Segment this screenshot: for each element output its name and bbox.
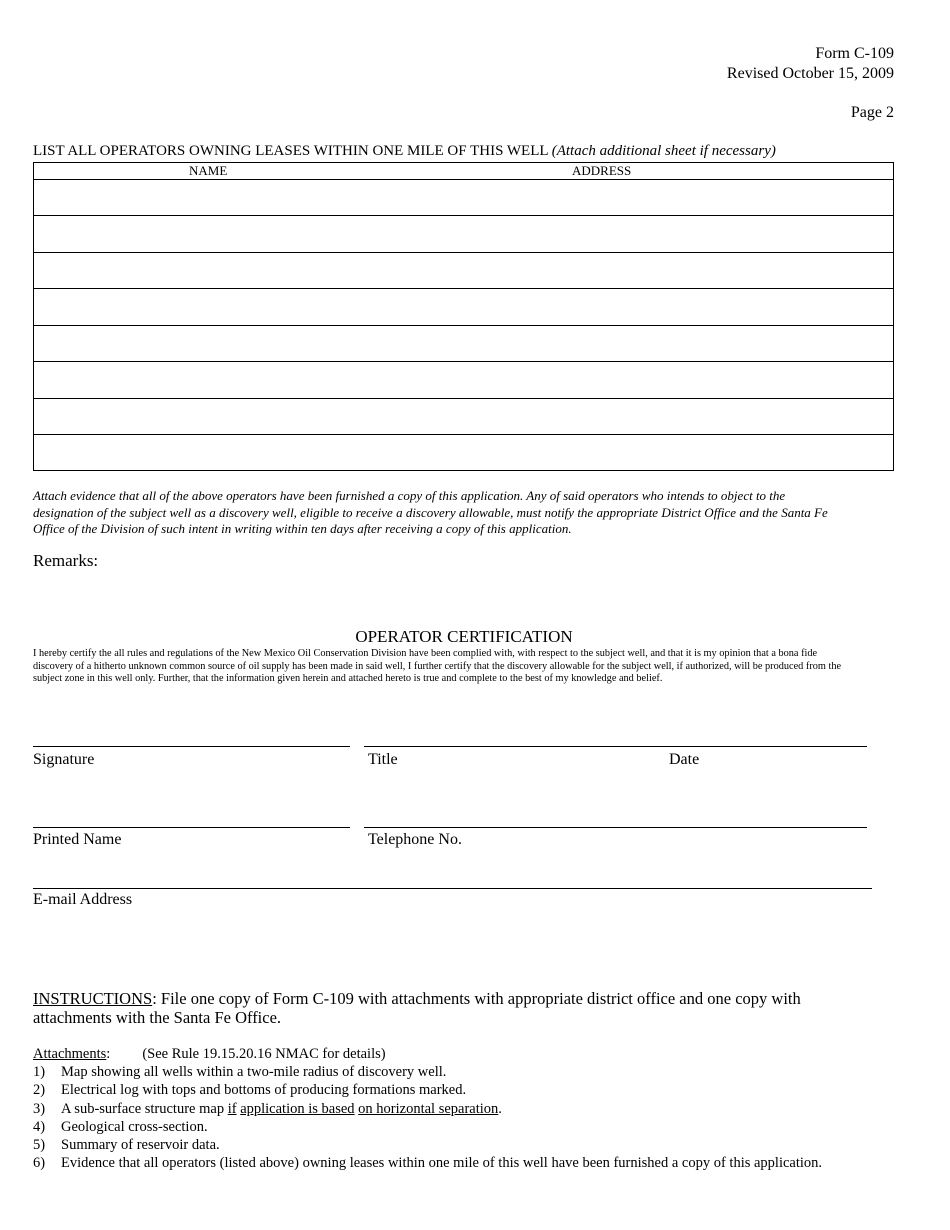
attachment-item — [33, 1081, 822, 1099]
table-row[interactable] — [34, 289, 893, 326]
evidence-note-line: Attach evidence that all of the above operators have been furnished a copy of this application. Any of said operators who intends to object to the — [33, 488, 786, 503]
instructions-label: INSTRUCTIONS — [33, 989, 153, 1008]
attachment-item — [33, 1063, 822, 1081]
item-number: 1) — [33, 1064, 46, 1081]
attachments-rule: (See Rule 19.15.20.16 NMAC for details) — [142, 1046, 386, 1062]
attachment-item — [33, 1100, 822, 1118]
item-text: Geological cross-section. — [61, 1118, 208, 1135]
date-label: Date — [669, 751, 700, 768]
evidence-note-line: designation of the subject well as a discovery well, eligible to receive a discovery allowable, must notify the appropriate District Office and the Santa Fe — [33, 504, 828, 520]
table-row[interactable] — [34, 216, 893, 253]
signature-line[interactable] — [33, 746, 350, 747]
title-label: Title — [368, 751, 398, 768]
form-number: Form C-109 — [815, 45, 894, 62]
item-text: Evidence that all operators (listed above) owning leases within one mile of this well have been furnished a copy of this application. — [61, 1155, 823, 1172]
table-row[interactable] — [34, 325, 893, 362]
telephone-label: Telephone No. — [368, 831, 462, 848]
evidence-note-line: Office of the Division of such intent in writing within ten days after receiving a copy of this application. — [33, 521, 572, 536]
item-text: A sub-surface structure map — [61, 1100, 228, 1117]
column-address: ADDRESS — [572, 163, 632, 178]
email-line[interactable] — [33, 888, 872, 889]
operators-table — [33, 162, 894, 471]
attachments — [33, 1045, 822, 1172]
item-number: 5) — [33, 1137, 46, 1154]
certification-title: OPERATOR CERTIFICATION — [355, 627, 573, 646]
table-row[interactable] — [34, 252, 893, 289]
operators-title-note: (Attach additional sheet if necessary) — [551, 143, 776, 159]
email-label: E-mail Address — [33, 891, 133, 908]
item-text: Map showing all wells within a two-mile radius of discovery well. — [61, 1064, 447, 1081]
certification-line: discovery of a hitherto unknown common source of oil supply has been made in said well, I further certify that the discovery allowable for the subject well, if authorized, will be produced from the — [33, 660, 842, 672]
item-number: 2) — [33, 1082, 46, 1099]
instructions-text: : File one copy of Form C-109 with attachments with appropriate district office and one copy with — [152, 989, 801, 1008]
title-date-line[interactable] — [364, 746, 867, 747]
certification-line: I hereby certify the all rules and regulations of the New Mexico Oil Conservation Division have been complied with, with respect to the subject well, and that it is my opinion that a bona fide — [33, 648, 818, 659]
revised-date: Revised October 15, 2009 — [726, 65, 894, 82]
attachment-item — [33, 1118, 822, 1136]
evidence-note — [33, 488, 828, 538]
attachment-item — [33, 1136, 822, 1154]
item-text: Electrical log with tops and bottoms of producing formations marked. — [61, 1082, 467, 1099]
table-row[interactable] — [34, 434, 893, 470]
printed-name-line[interactable] — [33, 827, 350, 828]
signature-label: Signature — [33, 751, 95, 768]
table-row[interactable] — [34, 179, 893, 216]
operators-title — [33, 143, 776, 160]
item-text-underlined: on horizontal separation — [358, 1100, 499, 1117]
item-number: 6) — [33, 1155, 46, 1172]
item-text-underlined: if — [227, 1100, 237, 1117]
table-header — [34, 163, 893, 180]
attachments-label: Attachments — [33, 1046, 107, 1062]
table-row[interactable] — [34, 398, 893, 435]
item-number: 4) — [33, 1118, 46, 1135]
operators-title-text: LIST ALL OPERATORS OWNING LEASES WITHIN ONE MILE OF THIS WELL — [33, 143, 548, 159]
attachments-colon: : — [106, 1046, 111, 1062]
item-number: 3) — [33, 1100, 46, 1117]
printed-name-label: Printed Name — [33, 831, 122, 848]
item-text: Summary of reservoir data. — [61, 1137, 220, 1154]
remarks-label: Remarks: — [33, 551, 99, 570]
item-text-underlined: application is based — [240, 1100, 355, 1117]
table-row[interactable] — [34, 362, 893, 399]
certification-text — [33, 648, 841, 686]
page-number: Page 2 — [850, 104, 894, 121]
instructions — [33, 989, 801, 1027]
period: . — [498, 1100, 502, 1117]
telephone-line[interactable] — [364, 827, 867, 828]
certification-line: subject zone in this well only. Further, that the information given herein and attached hereto is true and complete to the best of my knowledge and belief. — [33, 673, 663, 684]
instructions-text: attachments with the Santa Fe Office. — [33, 1008, 282, 1027]
column-name: NAME — [189, 163, 228, 178]
attachment-item — [33, 1154, 822, 1172]
